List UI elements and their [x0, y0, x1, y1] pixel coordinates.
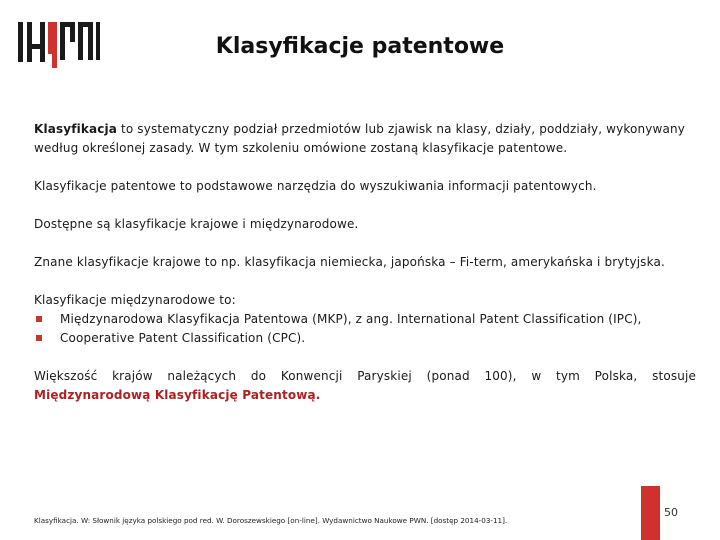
- intro-line2: według określonej zasady. W tym szkoleniu omówione zostaną klasyfikacje patentowe.: [34, 141, 568, 155]
- intro-line1: to systematyczny podział przedmiotów lub zjawisk na klasy, działy, poddziały, wykonywany: [117, 122, 686, 136]
- paragraph-available: Dostępne są klasyfikacje krajowe i międzynarodowe.: [34, 217, 359, 231]
- footnote: Klasyfikacja. W: Słownik języka polskiego pod red. W. Doroszewskiego [on-line]. Wydawnictwo Naukowe PWN. [dostęp 2014-03-11].: [34, 516, 508, 525]
- slide-title: Klasyfikacje patentowe: [215, 34, 505, 59]
- list-item: Międzynarodowa Klasyfikacja Patentowa (MKP), z ang. International Patent Classification (IPC),: [34, 310, 696, 329]
- paragraph-paris-line1: Większość krajów należących do Konwencji Paryskiej (ponad 100), w tym Polska, stosuje: [34, 369, 696, 383]
- international-list: [34, 310, 696, 348]
- intro-term: Klasyfikacja: [34, 122, 118, 136]
- page-number: 50: [664, 506, 678, 519]
- slide-body: [34, 120, 696, 405]
- ipc-emphasis: Międzynarodową Klasyfikację Patentową.: [34, 388, 321, 402]
- paragraph-international-lead: Klasyfikacje międzynarodowe to:: [34, 293, 236, 307]
- intro-paragraph: [34, 120, 696, 158]
- paragraph-tools: Klasyfikacje patentowe to podstawowe narzędzia do wyszukiwania informacji patentowych.: [34, 179, 597, 193]
- list-item: Cooperative Patent Classification (CPC).: [34, 329, 696, 348]
- square-bullet-icon: [36, 335, 42, 341]
- paragraph-national: Znane klasyfikacje krajowe to np. klasyfikacja niemiecka, japońska – Fi-term, amerykańska i brytyjska.: [34, 255, 665, 269]
- page-number-bar: [641, 486, 660, 540]
- square-bullet-icon: [36, 316, 42, 322]
